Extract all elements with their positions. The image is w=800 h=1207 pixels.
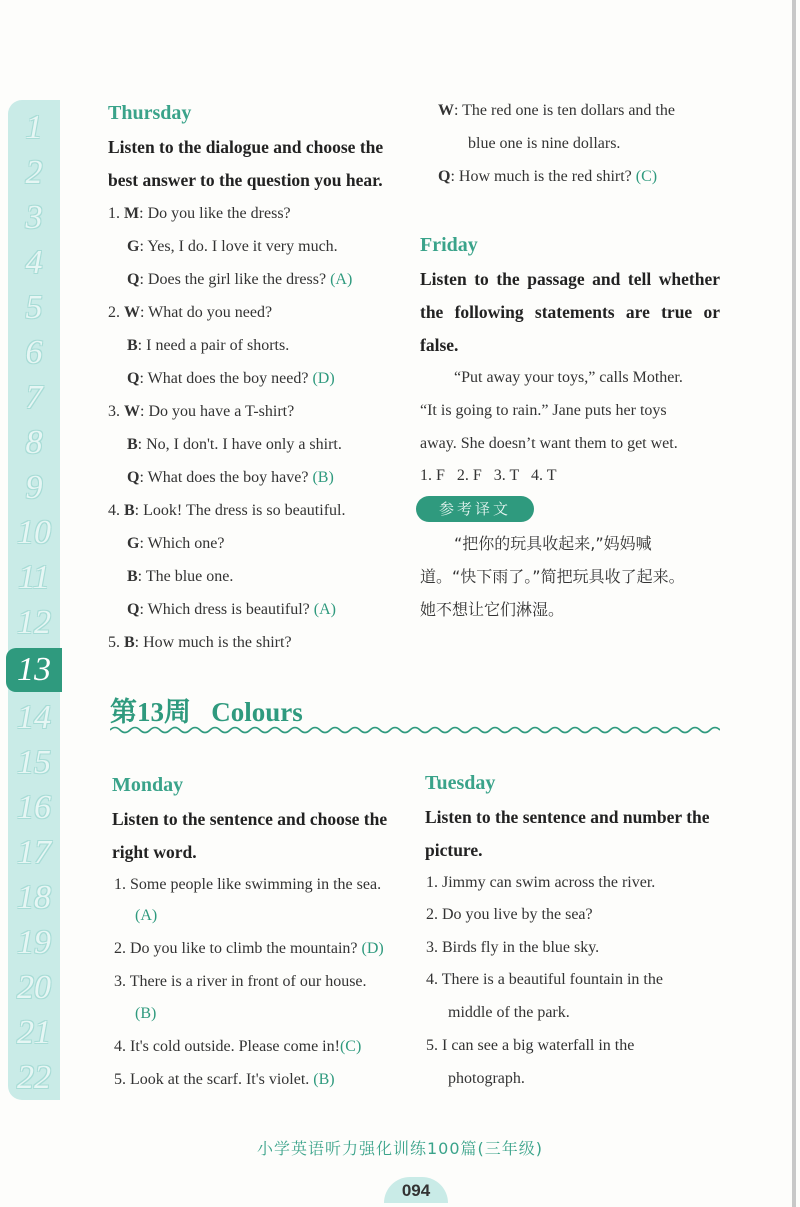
friday-answers: 1. F 2. F 3. T 4. T xyxy=(420,467,557,484)
dialogue-line: B: The blue one. xyxy=(127,568,234,585)
unit-tab-strip xyxy=(8,100,60,1100)
monday-item: 5. Look at the scarf. It's violet. (B) xyxy=(114,1071,335,1088)
dialogue-line: Q: How much is the red shirt? (C) xyxy=(438,168,658,185)
dialogue-line: W: The red one is ten dollars and the xyxy=(438,102,675,119)
tuesday-item: 3. Birds fly in the blue sky. xyxy=(426,939,600,956)
answer: (C) xyxy=(339,1038,362,1055)
unit-tab[interactable]: 4 xyxy=(25,244,43,281)
tuesday-item: 4. There is a beautiful fountain in the xyxy=(426,971,663,988)
unit-tab[interactable]: 19 xyxy=(17,924,51,961)
unit-tab[interactable]: 5 xyxy=(25,289,43,326)
dialogue-line: 3. W: Do you have a T-shirt? xyxy=(108,403,295,420)
page-edge xyxy=(792,0,796,1207)
unit-tab[interactable]: 14 xyxy=(17,699,51,736)
dialogue-line: Q: What does the boy need? (D) xyxy=(127,370,335,387)
unit-tab[interactable]: 22 xyxy=(17,1059,51,1096)
monday-item: 4. It's cold outside. Please come in!(C) xyxy=(114,1038,362,1055)
unit-tab[interactable]: 3 xyxy=(25,199,43,236)
unit-tab[interactable]: 15 xyxy=(17,744,51,781)
translation-line: “把你的玩具收起来,”妈妈喊 xyxy=(454,534,652,553)
tuesday-item: 2. Do you live by the sea? xyxy=(426,906,593,923)
tuesday-item: 1. Jimmy can swim across the river. xyxy=(426,874,656,891)
unit-tab[interactable]: 18 xyxy=(17,879,51,916)
thursday-instruction: Listen to the dialogue and choose the best answer to the question you hear. xyxy=(108,137,384,190)
friday-title: Friday xyxy=(420,234,478,256)
dialogue-line: B: No, I don't. I have only a shirt. xyxy=(127,436,342,453)
unit-tab[interactable]: 17 xyxy=(17,834,51,871)
unit-tab[interactable]: 1 xyxy=(25,109,43,146)
tuesday-title: Tuesday xyxy=(425,772,496,794)
answer: (A) xyxy=(313,601,336,618)
unit-tab[interactable]: 11 xyxy=(18,559,50,596)
tuesday-instruction: Listen to the sentence and number the picture. xyxy=(425,807,710,860)
unit-tab[interactable]: 16 xyxy=(17,789,51,826)
friday-instruction: Listen to the passage and tell whether the following statements are true or false. xyxy=(420,269,720,355)
passage-line: “Put away your toys,” calls Mother. xyxy=(454,369,683,386)
tuesday-item: photograph. xyxy=(448,1070,525,1087)
unit-tab[interactable]: 2 xyxy=(25,154,43,191)
translation-line: 她不想让它们淋湿。 xyxy=(420,600,565,619)
unit-tab[interactable]: 6 xyxy=(25,334,43,371)
dialogue-line: G: Yes, I do. I love it very much. xyxy=(127,238,338,255)
thursday-title: Thursday xyxy=(108,102,192,124)
dialogue-line: 2. W: What do you need? xyxy=(108,304,273,321)
dialogue-line: blue one is nine dollars. xyxy=(468,135,621,152)
answer: (B) xyxy=(312,469,334,486)
reference-translation-badge: 参考译文 xyxy=(416,496,534,522)
translation-line: 道。“快下雨了。”简把玩具收了起来。 xyxy=(420,567,685,586)
dialogue-line: 5. B: How much is the shirt? xyxy=(108,634,292,651)
unit-tab[interactable]: 10 xyxy=(17,514,51,551)
answer: (B) xyxy=(313,1071,335,1088)
unit-tab-active[interactable]: 13 xyxy=(6,648,62,692)
passage-line: away. She doesn’t want them to get wet. xyxy=(420,435,678,452)
unit-tab[interactable]: 20 xyxy=(17,969,51,1006)
monday-item: 3. There is a river in front of our house. xyxy=(114,973,367,990)
dialogue-line: B: I need a pair of shorts. xyxy=(127,337,290,354)
dialogue-line: Q: Does the girl like the dress? (A) xyxy=(127,271,353,288)
unit-tab[interactable]: 21 xyxy=(17,1014,51,1051)
dialogue-line: G: Which one? xyxy=(127,535,225,552)
tuesday-item: 5. I can see a big waterfall in the xyxy=(426,1037,635,1054)
answer: (D) xyxy=(312,370,335,387)
answer: (B) xyxy=(135,1005,157,1022)
page-number: 094 xyxy=(384,1177,448,1203)
dialogue-line: Q: What does the boy have? (B) xyxy=(127,469,334,486)
answer: (A) xyxy=(330,271,353,288)
book-title: 小学英语听力强化训练100篇(三年级) xyxy=(256,1139,544,1158)
monday-item: 2. Do you like to climb the mountain? (D) xyxy=(114,940,384,957)
unit-tab[interactable]: 8 xyxy=(25,424,43,461)
answer: (C) xyxy=(635,168,658,185)
unit-tab[interactable]: 9 xyxy=(25,469,43,506)
dialogue-line: 4. B: Look! The dress is so beautiful. xyxy=(108,502,346,519)
unit-tab[interactable]: 12 xyxy=(17,604,51,641)
wavy-divider xyxy=(110,725,720,735)
passage-line: “It is going to rain.” Jane puts her toys xyxy=(420,402,667,419)
dialogue-line: 1. M: Do you like the dress? xyxy=(108,205,291,222)
unit-tab[interactable]: 7 xyxy=(25,379,43,416)
dialogue-line: Q: Which dress is beautiful? (A) xyxy=(127,601,336,618)
answer: (A) xyxy=(135,907,158,924)
answer: (D) xyxy=(361,940,384,957)
tuesday-item: middle of the park. xyxy=(448,1004,570,1021)
monday-item: 1. Some people like swimming in the sea. xyxy=(114,876,382,893)
monday-instruction: Listen to the sentence and choose the right word. xyxy=(112,809,388,862)
monday-title: Monday xyxy=(112,774,184,796)
week-heading: 第13周 Colours xyxy=(110,697,303,728)
